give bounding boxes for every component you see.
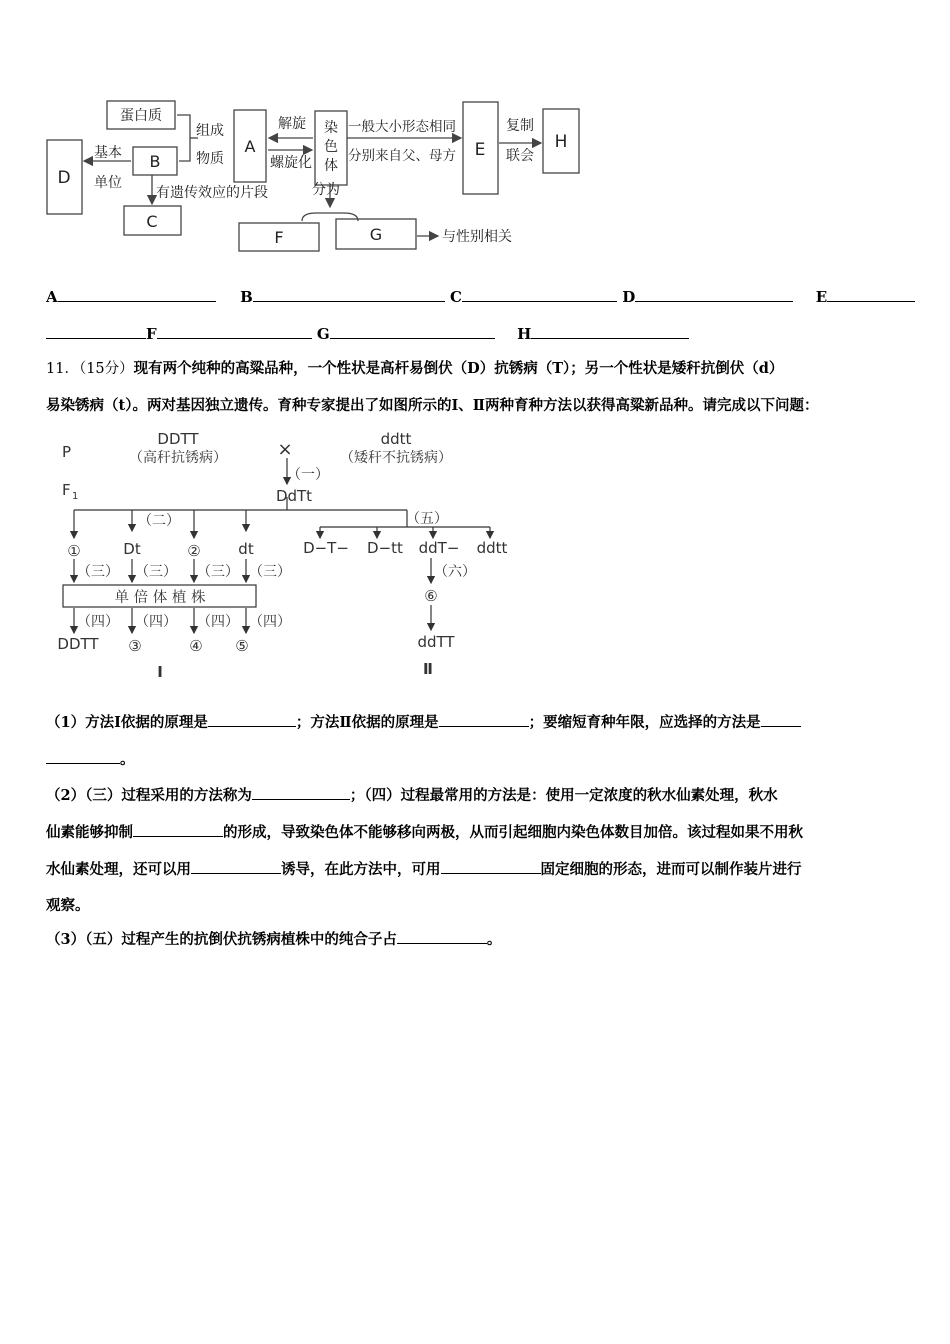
svg-text:H: H — [554, 132, 568, 152]
svg-text:解旋: 解旋 — [278, 116, 306, 132]
blank-q1-principle1[interactable] — [208, 712, 296, 727]
blank-q2-method[interactable] — [252, 785, 350, 800]
q11-line-2: 易染锈病（t）。两对基因独立遗传。育种专家提出了如图所示的Ⅰ、Ⅱ两种育种方法以获得高粱新品种。请完成以下问题： — [46, 397, 819, 414]
blank-q3-fraction[interactable] — [397, 929, 487, 944]
answer-blank-E[interactable] — [827, 287, 915, 302]
svg-text:分别来自父、母方: 分别来自父、母方 — [348, 148, 456, 164]
svg-text:ddT−: ddT− — [418, 539, 460, 557]
blank-q2-induce[interactable] — [191, 859, 281, 874]
svg-text:（二）: （二） — [138, 513, 180, 529]
svg-text:物质: 物质 — [196, 151, 224, 167]
svg-text:dt: dt — [238, 540, 254, 558]
svg-text:G: G — [369, 225, 383, 244]
svg-text:A: A — [244, 137, 256, 156]
answer-blank-H[interactable] — [531, 324, 689, 339]
blank-q2-fix[interactable] — [441, 859, 541, 874]
q11-line-1: 11．（15分）现有两个纯种的高粱品种，一个性状是高杆易倒伏（D）抗锈病（T）；另一个性状是矮秆抗倒伏（d） — [46, 360, 784, 377]
svg-text:基本: 基本 — [94, 145, 122, 161]
q2-line-2: 仙素能够抑制 的形成，导致染色体不能够移向两极，从而引起细胞内染色体数目加倍。该过程如果不用秋 — [46, 824, 803, 841]
svg-text:单位: 单位 — [94, 175, 122, 191]
concept-map-diagram — [40, 95, 568, 260]
blank-q2-inhibit[interactable] — [133, 822, 223, 837]
protein-label: 蛋白质 — [120, 108, 162, 124]
svg-text:⑤: ⑤ — [235, 637, 249, 655]
svg-text:④: ④ — [189, 637, 203, 655]
answer-blank-D[interactable] — [635, 287, 793, 302]
svg-text:①: ① — [67, 542, 81, 560]
q2-line-4: 观察。 — [46, 897, 90, 914]
svg-text:C: C — [146, 212, 158, 231]
svg-text:ddtt: ddtt — [476, 539, 508, 557]
svg-text:DdTt: DdTt — [275, 487, 313, 505]
q3-line: （3）（五）过程产生的抗倒伏抗锈病植株中的纯合子占 。 — [46, 931, 502, 948]
svg-text:体: 体 — [324, 158, 338, 174]
q2-line-3: 水仙素处理，还可以用 诱导，在此方法中，可用 固定细胞的形态，进而可以制作装片进行 — [46, 861, 802, 878]
svg-text:B: B — [149, 152, 161, 171]
svg-text:P: P — [62, 443, 72, 461]
svg-text:ddTT: ddTT — [417, 633, 455, 651]
svg-text:×: × — [277, 439, 293, 460]
svg-text:分为: 分为 — [312, 182, 340, 198]
svg-text:（六）: （六） — [434, 564, 476, 580]
svg-text:一般大小形态相同: 一般大小形态相同 — [348, 119, 456, 135]
svg-text:Ⅰ: Ⅰ — [157, 663, 163, 681]
svg-text:ddtt: ddtt — [380, 430, 412, 448]
svg-text:D: D — [57, 168, 71, 188]
answer-blank-B[interactable] — [253, 287, 445, 302]
blank-q1-method[interactable] — [761, 712, 801, 727]
svg-text:F: F — [274, 228, 284, 247]
answer-blank-G[interactable] — [330, 324, 495, 339]
svg-text:与性别相关: 与性别相关 — [442, 229, 512, 245]
svg-text:（五）: （五） — [406, 511, 448, 527]
svg-text:（矮秆不抗锈病）: （矮秆不抗锈病） — [340, 450, 452, 466]
q2-line-1: （2）（三）过程采用的方法称为 ；（四）过程最常用的方法是：使用一定浓度的秋水仙素处理，秋水 — [46, 787, 778, 804]
q1-line-cont: 。 — [46, 749, 135, 770]
blank-q1-principle2[interactable] — [439, 712, 529, 727]
svg-text:（四）: （四） — [77, 614, 119, 630]
svg-text:（高秆抗锈病）: （高秆抗锈病） — [129, 450, 227, 466]
answer-blank-F[interactable] — [157, 324, 312, 339]
svg-text:（四）: （四） — [135, 614, 177, 630]
answer-row-2: F G H — [46, 324, 689, 344]
svg-text:组成: 组成 — [196, 123, 224, 139]
svg-text:（三）: （三） — [135, 564, 177, 580]
svg-text:螺旋化: 螺旋化 — [270, 155, 312, 171]
question-number: 11． — [46, 361, 79, 377]
svg-text:F: F — [62, 481, 71, 499]
svg-text:（四）: （四） — [249, 614, 291, 630]
answer-blank-E-cont[interactable] — [46, 324, 146, 339]
svg-text:③: ③ — [128, 637, 142, 655]
svg-text:⑥: ⑥ — [424, 587, 438, 605]
svg-text:DDTT: DDTT — [57, 635, 99, 653]
svg-text:有遗传效应的片段: 有遗传效应的片段 — [156, 185, 268, 201]
svg-text:（三）: （三） — [197, 564, 239, 580]
svg-text:单 倍 体 植 株: 单 倍 体 植 株 — [114, 590, 206, 606]
svg-text:D−T−: D−T− — [303, 539, 349, 557]
answer-row-1: A B C D E — [46, 287, 915, 307]
svg-text:E: E — [474, 140, 486, 160]
q1-line: （1）方法Ⅰ依据的原理是 ；方法Ⅱ依据的原理是 ；要缩短育种年限，应选择的方法是 — [46, 712, 801, 733]
svg-text:Dt: Dt — [123, 540, 141, 558]
breeding-diagram — [50, 425, 530, 685]
svg-text:Ⅱ: Ⅱ — [423, 660, 433, 678]
svg-text:②: ② — [187, 542, 201, 560]
svg-text:（一）: （一） — [287, 467, 329, 483]
blank-q1-method-cont[interactable] — [46, 749, 120, 764]
svg-text:（三）: （三） — [249, 564, 291, 580]
svg-text:DDTT: DDTT — [157, 430, 199, 448]
svg-text:染: 染 — [324, 120, 338, 136]
svg-text:（四）: （四） — [197, 614, 239, 630]
svg-text:D−tt: D−tt — [367, 539, 403, 557]
svg-text:色: 色 — [324, 139, 338, 155]
svg-text:联会: 联会 — [506, 148, 534, 164]
svg-text:（三）: （三） — [77, 564, 119, 580]
svg-text:1: 1 — [72, 491, 79, 502]
answer-blank-A[interactable] — [58, 287, 216, 302]
answer-blank-C[interactable] — [462, 287, 617, 302]
svg-text:复制: 复制 — [506, 118, 534, 134]
